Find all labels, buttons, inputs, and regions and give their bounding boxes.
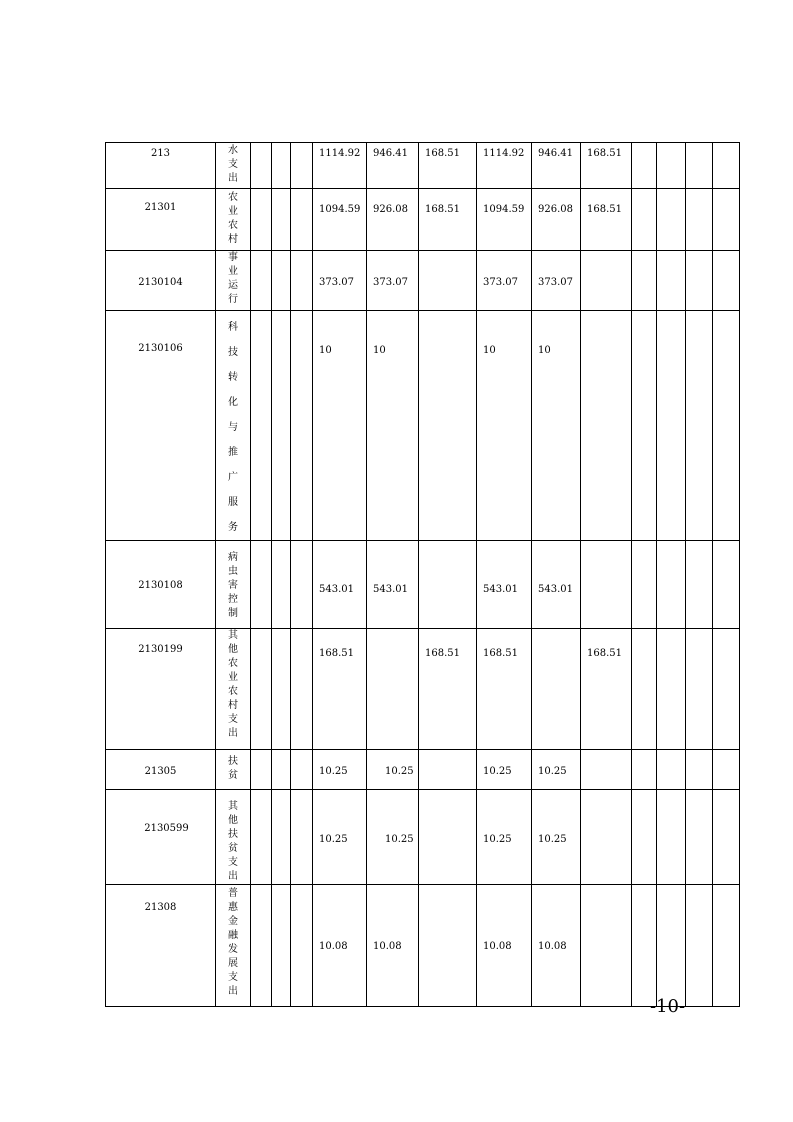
empty-cell [713,189,740,251]
name-cell: 扶贫 [216,750,251,790]
empty-cell [713,750,740,790]
name-cell: 事业运行 [216,251,251,311]
empty-cell [713,629,740,750]
value-cell [581,541,632,629]
code-cell: 2130106 [106,311,216,541]
empty-cell [632,541,657,629]
value-cell: 1094.59 [477,189,532,251]
value-cell: 10.25 [367,750,419,790]
empty-cell [657,311,686,541]
empty-cell [251,790,272,885]
value-cell: 373.07 [367,251,419,311]
table-row [106,541,740,629]
value-cell: 946.41 [367,143,419,189]
empty-cell [657,629,686,750]
empty-cell [713,790,740,885]
empty-cell [686,143,713,189]
value-cell: 10.25 [477,750,532,790]
budget-table [105,142,740,1007]
empty-cell [686,885,713,1007]
empty-cell [291,251,313,311]
empty-cell [632,885,657,1007]
empty-cell [272,311,291,541]
name-cell: 科技转化与推广服务 [216,311,251,541]
value-cell: 10.08 [367,885,419,1007]
empty-cell [251,885,272,1007]
value-cell: 926.08 [532,189,581,251]
empty-cell [657,541,686,629]
code-cell: 2130108 [106,541,216,629]
empty-cell [272,885,291,1007]
table-row [106,251,740,311]
value-cell: 10.25 [313,790,367,885]
empty-cell [632,143,657,189]
value-cell: 168.51 [419,629,477,750]
value-cell [419,251,477,311]
value-cell: 543.01 [532,541,581,629]
empty-cell [686,311,713,541]
empty-cell [657,143,686,189]
table-row [106,790,740,885]
value-cell: 10 [313,311,367,541]
empty-cell [686,189,713,251]
value-cell: 926.08 [367,189,419,251]
value-cell [581,750,632,790]
empty-cell [272,541,291,629]
value-cell: 1114.92 [313,143,367,189]
empty-cell [657,251,686,311]
value-cell [419,750,477,790]
table-row [106,885,740,1007]
value-cell: 168.51 [313,629,367,750]
value-cell: 10.25 [477,790,532,885]
value-cell: 373.07 [313,251,367,311]
code-cell: 2130199 [106,629,216,750]
empty-cell [632,629,657,750]
name-cell: 病虫害控制 [216,541,251,629]
empty-cell [713,143,740,189]
empty-cell [272,189,291,251]
empty-cell [686,541,713,629]
empty-cell [291,541,313,629]
value-cell: 1094.59 [313,189,367,251]
code-cell: 21301 [106,189,216,251]
page-number: -10- [650,996,686,1017]
empty-cell [251,750,272,790]
name-cell: 其他农业农村支出 [216,629,251,750]
value-cell [419,790,477,885]
value-cell: 168.51 [581,143,632,189]
empty-cell [291,790,313,885]
empty-cell [657,790,686,885]
empty-cell [251,629,272,750]
table-row [106,189,740,251]
empty-cell [291,143,313,189]
empty-cell [686,251,713,311]
value-cell: 168.51 [581,629,632,750]
value-cell: 10 [367,311,419,541]
value-cell [367,629,419,750]
empty-cell [713,541,740,629]
empty-cell [713,885,740,1007]
name-cell: 普惠金融发展支出 [216,885,251,1007]
value-cell [581,790,632,885]
value-cell [532,629,581,750]
value-cell: 10.25 [367,790,419,885]
table-row [106,143,740,189]
empty-cell [291,750,313,790]
empty-cell [291,189,313,251]
empty-cell [686,750,713,790]
code-cell: 213 [106,143,216,189]
value-cell [419,541,477,629]
table-row [106,750,740,790]
empty-cell [272,251,291,311]
empty-cell [713,311,740,541]
empty-cell [251,189,272,251]
empty-cell [632,311,657,541]
value-cell [419,311,477,541]
empty-cell [251,251,272,311]
empty-cell [291,885,313,1007]
value-cell [581,251,632,311]
empty-cell [632,750,657,790]
value-cell: 168.51 [419,143,477,189]
value-cell: 10.08 [532,885,581,1007]
empty-cell [657,189,686,251]
code-cell: 21308 [106,885,216,1007]
name-cell: 其他扶贫支出 [216,790,251,885]
name-cell: 水支出 [216,143,251,189]
empty-cell [713,251,740,311]
empty-cell [272,790,291,885]
value-cell: 10.08 [477,885,532,1007]
value-cell: 10 [532,311,581,541]
value-cell [581,885,632,1007]
empty-cell [251,143,272,189]
table-row [106,311,740,541]
value-cell: 168.51 [477,629,532,750]
value-cell: 373.07 [477,251,532,311]
value-cell: 168.51 [581,189,632,251]
name-cell: 农业农村 [216,189,251,251]
empty-cell [272,629,291,750]
value-cell: 10.25 [532,750,581,790]
empty-cell [657,750,686,790]
empty-cell [686,790,713,885]
code-cell: 21305 [106,750,216,790]
empty-cell [686,629,713,750]
empty-cell [251,541,272,629]
value-cell: 543.01 [367,541,419,629]
code-cell: 2130104 [106,251,216,311]
empty-cell [251,311,272,541]
value-cell: 10.25 [313,750,367,790]
value-cell: 543.01 [313,541,367,629]
value-cell: 168.51 [419,189,477,251]
empty-cell [291,311,313,541]
value-cell: 946.41 [532,143,581,189]
empty-cell [657,885,686,1007]
value-cell: 10.08 [313,885,367,1007]
empty-cell [272,143,291,189]
empty-cell [632,251,657,311]
empty-cell [632,790,657,885]
value-cell: 10 [477,311,532,541]
value-cell: 373.07 [532,251,581,311]
value-cell: 1114.92 [477,143,532,189]
table-row [106,629,740,750]
empty-cell [632,189,657,251]
value-cell [581,311,632,541]
value-cell [419,885,477,1007]
empty-cell [272,750,291,790]
empty-cell [291,629,313,750]
code-cell: 2130599 [106,790,216,885]
value-cell: 10.25 [532,790,581,885]
value-cell: 543.01 [477,541,532,629]
